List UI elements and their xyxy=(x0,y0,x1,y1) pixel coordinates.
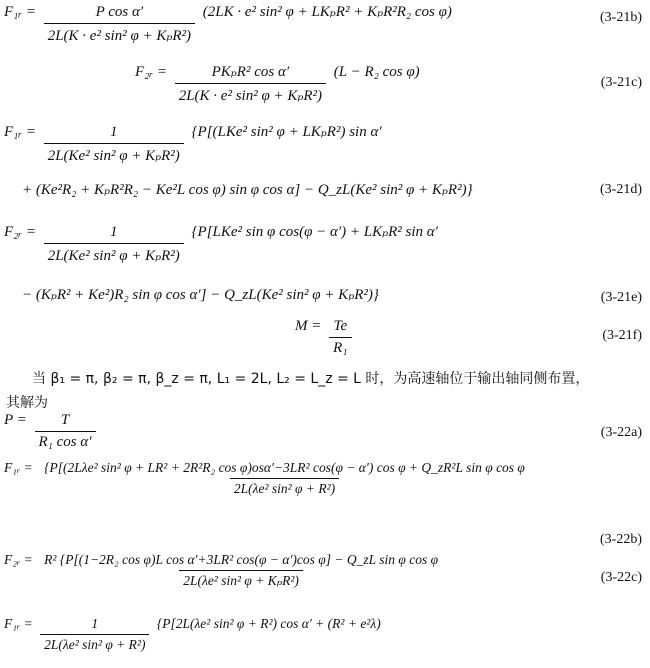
solution-intro-text: 其解为 xyxy=(6,395,48,411)
denominator: R₁ cos α′ xyxy=(35,431,96,451)
fraction xyxy=(44,4,195,45)
fraction xyxy=(40,552,442,589)
condition-text: 当 β₁ = π, β₂ = π, β_z = π, L₁ = 2L, L₂ = L_z = L 时，为高速轴位于输出轴同侧布置， xyxy=(32,371,590,387)
equation-number: (3-21c) xyxy=(600,75,642,90)
rhs: {P[2L(λe² sin² φ + R²) cos α′ + (R² + e²λ) xyxy=(156,616,381,631)
fraction xyxy=(175,62,326,105)
equation-3-21b xyxy=(4,2,452,45)
lhs: P = xyxy=(4,412,27,428)
fraction xyxy=(44,124,184,165)
denominator: R₁ xyxy=(329,337,351,357)
fraction xyxy=(40,616,149,653)
rhs: (L − R₂ cos φ) xyxy=(333,64,420,80)
equation-3-21e-line-2: − (KₚR² + Ke²)R₂ sin φ cos α′] − Q_zL(Ke² sin² φ + KₚR²)} xyxy=(22,287,379,303)
equation-3-21f xyxy=(295,318,356,357)
numerator: PKₚR² cos α′ xyxy=(211,64,290,80)
numerator: R² {P[(1−2R₂ cos φ)L cos α′+3LR² cos(φ − α′)cos φ] − Q_zL sin φ cos φ xyxy=(44,552,439,567)
fraction xyxy=(40,460,529,497)
equation-3-21c xyxy=(135,62,420,105)
equation-number: (3-21b) xyxy=(600,10,642,25)
equation-number: (3-21f) xyxy=(602,328,642,343)
fraction xyxy=(329,318,351,357)
numerator: 1 xyxy=(91,616,99,631)
denominator: 2L(K · e² sin² φ + KₚR²) xyxy=(175,83,326,105)
numerator: P cos α′ xyxy=(95,4,144,20)
numerator: 1 xyxy=(109,124,118,140)
lhs: M = xyxy=(295,318,322,334)
equation-number: (3-22a) xyxy=(600,425,642,440)
line-1: {P[(LKe² sin² φ + LKₚR²) sin α′ xyxy=(191,124,382,140)
denominator: 2L(Ke² sin² φ + KₚR²) xyxy=(44,243,184,265)
equation-3-21d xyxy=(4,122,382,165)
lhs: F₁ᵣ = xyxy=(4,4,36,20)
lhs: F₁ᵣ = xyxy=(4,616,33,631)
equation-3-21d-line-2: + (Ke²R₂ + KₚR²R₂ − Ke²L cos φ) sin φ cos α] − Q_zL(Ke² sin² φ + KₚR²)} xyxy=(22,182,473,198)
equation-3-22a xyxy=(4,412,100,451)
denominator: 2L(Ke² sin² φ + KₚR²) xyxy=(44,143,184,165)
equation-number: (3-22c) xyxy=(600,570,642,585)
line-1: {P[LKe² sin φ cos(φ − α′) + LKₚR² sin α′ xyxy=(191,224,438,240)
lhs: F₂ᵣ = xyxy=(135,64,167,80)
fraction xyxy=(35,412,96,451)
equation-3-22d-partial xyxy=(4,616,381,653)
lhs: F₂ᵣ = xyxy=(4,224,36,240)
equation-3-22c xyxy=(4,552,446,589)
denominator: 2L(K · e² sin² φ + KₚR²) xyxy=(44,23,195,45)
equation-3-21e xyxy=(4,222,438,265)
numerator: T xyxy=(60,412,70,428)
denominator: 2L(λe² sin² φ + KₚR²) xyxy=(179,570,303,589)
lhs: F₂ᵣ = xyxy=(4,552,33,567)
equation-number: (3-22b) xyxy=(600,532,642,547)
equation-3-22b xyxy=(4,460,533,497)
numerator: {P[(2Lλe² sin² φ + LR² + 2R²R₂ cos φ)osα′−3LR² cos(φ − α′) cos φ + Q_zR²L sin φ cos φ xyxy=(44,460,525,475)
lhs: F₁ᵣ = xyxy=(4,460,33,475)
numerator: Te xyxy=(333,318,348,334)
denominator: 2L(λe² sin² φ + R²) xyxy=(230,478,339,497)
equation-number: (3-21d) xyxy=(600,182,642,197)
fraction xyxy=(44,224,184,265)
equation-number: (3-21e) xyxy=(600,290,642,305)
numerator: 1 xyxy=(109,224,118,240)
rhs: (2LK · e² sin² φ + LKₚR² + KₚR²R₂ cos φ) xyxy=(202,4,452,20)
denominator: 2L(λe² sin² φ + R²) xyxy=(40,634,149,653)
lhs: F₁ᵣ = xyxy=(4,124,36,140)
